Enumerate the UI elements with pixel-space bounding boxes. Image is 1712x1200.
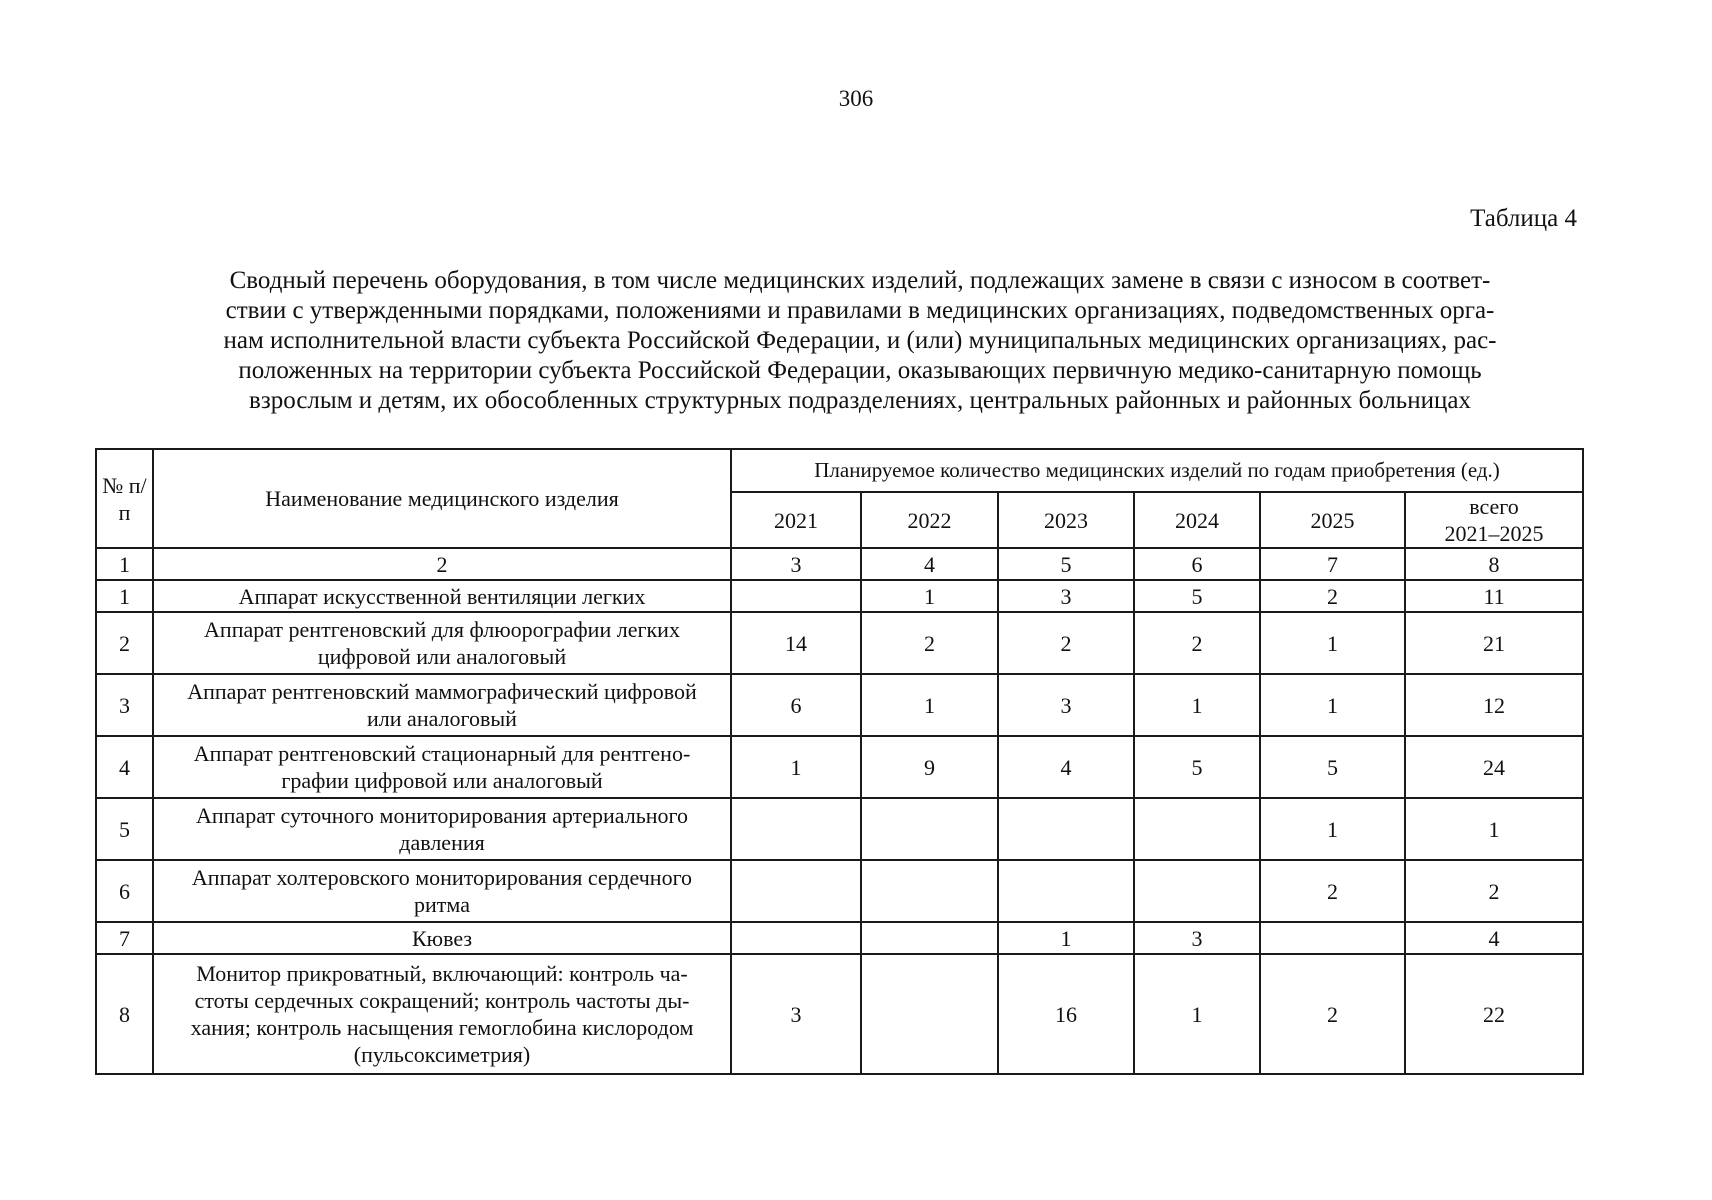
table-row [96,922,1583,954]
column-index: 8 [1405,548,1583,580]
item-name [153,736,731,798]
qty-2022 [861,860,998,922]
item-name [153,922,731,954]
qty-2021: 14 [731,612,861,674]
row-number: 5 [96,798,153,860]
qty-2021: 1 [731,736,861,798]
item-name-line: графии цифровой или аналоговый [281,768,603,793]
qty-2024: 5 [1134,580,1260,612]
table-row [96,612,1583,674]
qty-2025: 2 [1260,954,1405,1074]
qty-total: 4 [1405,922,1583,954]
qty-2025 [1260,922,1405,954]
column-index: 5 [998,548,1134,580]
qty-2023: 16 [998,954,1134,1074]
header-name: Наименование медицинского изделия [153,449,731,548]
page-number: 306 [838,86,874,111]
qty-2024: 2 [1134,612,1260,674]
qty-2021: 3 [731,954,861,1074]
qty-2022: 1 [861,674,998,736]
item-name-line: хания; контроль насыщения гемоглобина кислородом [190,1015,694,1040]
header-num: № п/п [96,449,153,548]
qty-2025: 1 [1260,612,1405,674]
table-row [96,954,1583,1074]
item-name-line: стоты сердечных сокращений; контроль частоты ды- [194,988,690,1013]
qty-2021 [731,860,861,922]
qty-2024: 1 [1134,954,1260,1074]
qty-2024: 5 [1134,736,1260,798]
table-row [96,736,1583,798]
table-label: Таблица 4 [1470,205,1577,232]
qty-2022: 9 [861,736,998,798]
item-name [153,954,731,1074]
header-total [1405,492,1583,548]
item-name [153,674,731,736]
item-name-line: Аппарат рентгеновский для флюорографии легких [204,617,680,642]
qty-total: 21 [1405,612,1583,674]
qty-2023 [998,798,1134,860]
item-name-line: Аппарат холтеровского мониторирования сердечного [191,865,693,890]
qty-2024: 3 [1134,922,1260,954]
header-year: 2025 [1260,492,1405,548]
header-year: 2023 [998,492,1134,548]
qty-total: 24 [1405,736,1583,798]
table-row [96,860,1583,922]
qty-2025: 2 [1260,860,1405,922]
title-line: нам исполнительной власти субъекта Российской Федерации, и (или) муниципальных медицинских организациях, рас- [223,327,1497,354]
item-name-line: Аппарат суточного мониторирования артериального [196,803,688,828]
header-year: 2022 [861,492,998,548]
qty-2024 [1134,798,1260,860]
qty-2022 [861,922,998,954]
item-name [153,860,731,922]
column-index: 1 [96,548,153,580]
qty-2023 [998,860,1134,922]
row-number: 4 [96,736,153,798]
qty-2024 [1134,860,1260,922]
column-index: 2 [153,548,731,580]
header-group: Планируемое количество медицинских изделий по годам приобретения (ед.) [731,449,1583,492]
header-total-range: 2021–2025 [1444,521,1544,546]
title-line: положенных на территории субъекта Российской Федерации, оказывающих первичную медико-санитарную помощь [238,357,1482,384]
item-name [153,798,731,860]
qty-2022: 2 [861,612,998,674]
qty-2023: 3 [998,674,1134,736]
row-number: 1 [96,580,153,612]
qty-2022: 1 [861,580,998,612]
item-name-line: или аналоговый [367,706,517,731]
qty-2021 [731,580,861,612]
row-number: 2 [96,612,153,674]
qty-2024: 1 [1134,674,1260,736]
title-line: Сводный перечень оборудования, в том числе медицинских изделий, подлежащих замене в связи с износом в соответ- [229,267,1491,294]
qty-2021: 6 [731,674,861,736]
table-row [96,580,1583,612]
qty-total: 1 [1405,798,1583,860]
qty-2021 [731,922,861,954]
item-name-line: ритма [414,892,470,917]
row-number: 7 [96,922,153,954]
item-name-line: цифровой или аналоговый [317,644,567,669]
qty-total: 2 [1405,860,1583,922]
qty-2022 [861,798,998,860]
qty-total: 12 [1405,674,1583,736]
row-number: 3 [96,674,153,736]
qty-2023: 2 [998,612,1134,674]
item-name-line: Аппарат искусственной вентиляции легких [238,583,646,609]
column-index: 6 [1134,548,1260,580]
qty-2023: 1 [998,922,1134,954]
column-index: 7 [1260,548,1405,580]
item-name-line: Аппарат рентгеновский стационарный для рентгено- [193,741,691,766]
qty-2025: 2 [1260,580,1405,612]
qty-2022 [861,954,998,1074]
item-name-line: Аппарат рентгеновский маммографический цифровой [187,679,697,704]
qty-2025: 1 [1260,798,1405,860]
qty-2025: 5 [1260,736,1405,798]
item-name-line: Кювез [411,925,473,951]
column-index-row [96,548,1583,580]
qty-2023: 3 [998,580,1134,612]
qty-total: 22 [1405,954,1583,1074]
qty-2025: 1 [1260,674,1405,736]
row-number: 8 [96,954,153,1074]
item-name-line: давления [399,830,485,855]
title-line: ствии с утвержденными порядками, положениями и правилами в медицинских организациях, подведомственных орга- [225,297,1495,324]
qty-2021 [731,798,861,860]
header-total-label: всего [1469,494,1519,519]
item-name-line: Монитор прикроватный, включающий: контроль ча- [196,961,688,986]
column-index: 3 [731,548,861,580]
qty-2023: 4 [998,736,1134,798]
row-number: 6 [96,860,153,922]
table-row [96,674,1583,736]
document-title [130,266,1590,416]
title-line: взрослым и детям, их обособленных структурных подразделениях, центральных районных и районных больницах [249,387,1471,414]
header-year: 2021 [731,492,861,548]
equipment-table [95,448,1584,1075]
item-name-line: (пульсоксиметрия) [353,1042,531,1067]
qty-total: 11 [1405,580,1583,612]
item-name [153,612,731,674]
table-row [96,798,1583,860]
item-name [153,580,731,612]
column-index: 4 [861,548,998,580]
header-year: 2024 [1134,492,1260,548]
